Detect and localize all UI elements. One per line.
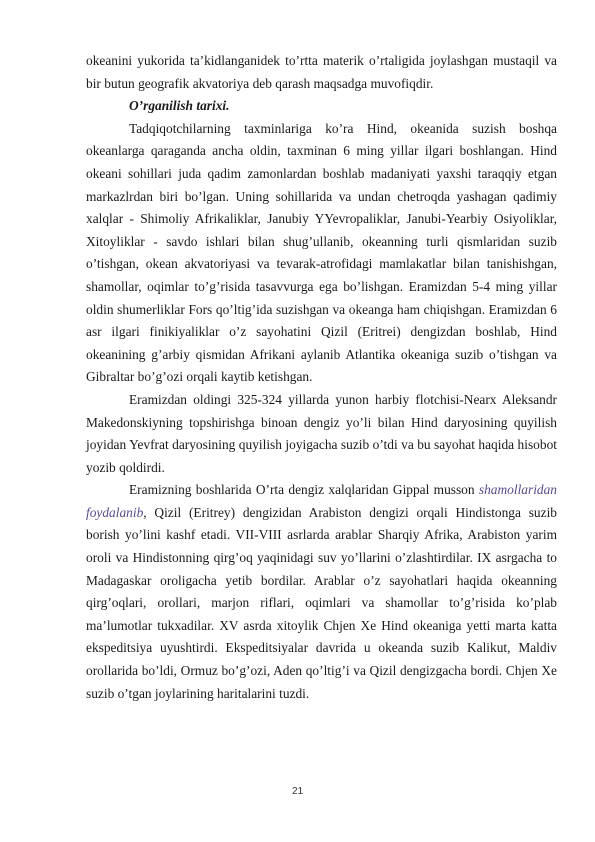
paragraph-history-ancient: Tadqiqotchilarning taxminlariga ko’ra Hind, okeanida suzish boshqa okeanlarga qaraganda ancha oldin, taxminan 6 ming yillar ilgari boshlangan. Hind okeani sohillari juda qadim zamonlardan boshlab madaniyati yaxshi taraqqiy etgan markazlrdan biri bo’lgan. Uning sohillarida va undan chetroqda yashagan qadimiy xalqlar - Shimoliy Afrikaliklar, Janubiy YYevropaliklar, Janubi-Yearbiy Osiyoliklar, Xitoyliklar - savdo ishlari bilan shug’ullanib, okeanning turli qismlaridan suzib o’tishgan, okean akvatoriyasi va tevarak-atrofidagi mamlakatlar bilan tanishishgan, shamollar, oqimlar to’g’risida tasavvurga ega bo’lishgan. Eramizdan 5-4 ming yillar oldin shumerliklar Fors qo’ltig’ida suzishgan va okeanga ham chiqishgan. Eramizdan 6 asr ilgari finikiyaliklar o’z sayohatini Qizil (Eritrei) dengizdan boshlab, Hind okeanining g’arbiy qismidan Afrikani aylanib Atlantika okeaniga suzib o’tishgan va Gibraltar bo’g’ozi orqali kaytib ketishgan. — [86, 120, 557, 385]
document-body — [86, 50, 557, 705]
paragraph-medieval-rest: , Qizil (Eritrey) dengizidan Arabiston dengizi orqali Hindistonga suzib borish yo’lini kashf etadi. VII-VIII asrlarda arablar Sharqiy Afrika, Arabiston yarim oroli va Hindistonning qirg’oq yaqinidagi suv yo’llarini o’zlashtirdilar. IX asrgacha to Madagaskar oroligacha yetib bordilar. Arablar o’z sayohatlari haqida okeanning qirg’oqlari, orollari, marjon riflari, oqimlari va shamollar to’g’risida ko’plab ma’lumotlar tukxadilar. XV asrda xitoylik Chjen Xe Hind okeaniga yetti marta katta ekspeditsiya uyushtirdi. Ekspeditsiyalar davrida u okeanda suzib Kalikut, Maldiv orollarida bo’ldi, Ormuz bo’g’ozi, Aden qo’ltig’i va Qizil dengizgacha bordi. Chjen Xe suzib o’tgan joylarining haritalarini tuzdi. — [86, 504, 557, 701]
page-number: 21 — [291, 786, 304, 797]
paragraph-medieval — [86, 479, 557, 705]
emphasized-phrase: shamollaridan foydalanib — [86, 482, 557, 520]
section-heading: O’rganilish tarixi. — [129, 98, 230, 114]
paragraph-medieval-start: Eramizning boshlarida O’rta dengiz xalqlaridan Gippal musson — [129, 482, 479, 498]
paragraph-nearchus: Eramizdan oldingi 325-324 yillarda yunon harbiy flotchisi-Nearx Aleksandr Makedonskiyning topshirishga binoan dengiz yo’li bilan Hind daryosining quyilish joyidan Yevfrat daryosining quyilish joyigacha suzib o’tdi va bu sayohat haqida hisobot yozib qoldirdi. — [86, 391, 557, 475]
intro-paragraph: okeanini yukorida ta’kidlanganidek to’rtta materik o’rtaligida joylashgan mustaqil va bir butun geografik akvatoriya deb qarash maqsadga muvofiqdir. — [86, 53, 557, 91]
